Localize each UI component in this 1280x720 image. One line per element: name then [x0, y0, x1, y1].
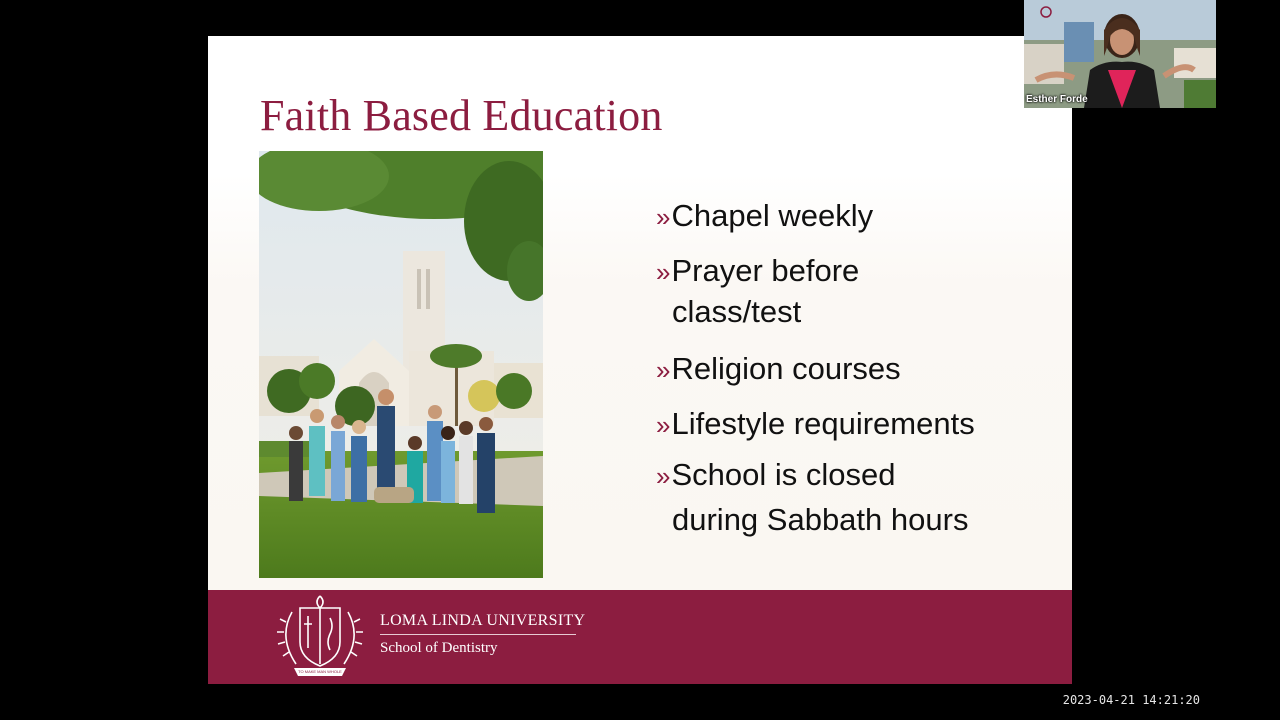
school-name: School of Dentistry	[380, 640, 498, 656]
bullet-marker: »	[656, 355, 671, 385]
bullet-item	[656, 349, 901, 390]
bullet-marker: »	[656, 257, 671, 287]
slide-footer-banner	[208, 590, 1072, 684]
bullet-marker: »	[656, 410, 671, 440]
bullet-text: Prayer before	[671, 253, 860, 288]
bullet-text-continued: class/test	[672, 294, 802, 329]
university-seal-logo	[272, 592, 368, 682]
seal-motto: TO MAKE MAN WHOLE	[298, 669, 342, 674]
participant-name-label: Esther Forde	[1026, 94, 1088, 105]
bullet-text-continued: during Sabbath hours	[672, 502, 969, 537]
bullet-text: Religion courses	[671, 351, 901, 386]
bullet-item	[656, 196, 873, 237]
bullet-marker: »	[656, 461, 671, 491]
participant-video-thumbnail[interactable]	[1024, 0, 1216, 108]
university-name: LOMA LINDA UNIVERSITY	[380, 612, 586, 629]
bullet-item	[656, 251, 859, 332]
bullet-item	[656, 453, 968, 542]
bullet-item	[656, 404, 975, 445]
footer-divider	[380, 634, 576, 635]
bullet-marker: »	[656, 202, 671, 232]
presentation-slide	[208, 36, 1072, 684]
recording-timestamp: 2023-04-21 14:21:20	[1062, 693, 1200, 707]
campus-photo	[259, 151, 543, 578]
bullet-text: Chapel weekly	[671, 198, 874, 233]
bullet-text: Lifestyle requirements	[671, 406, 975, 441]
bullet-text: School is closed	[671, 457, 896, 492]
slide-title: Faith Based Education	[260, 91, 663, 140]
